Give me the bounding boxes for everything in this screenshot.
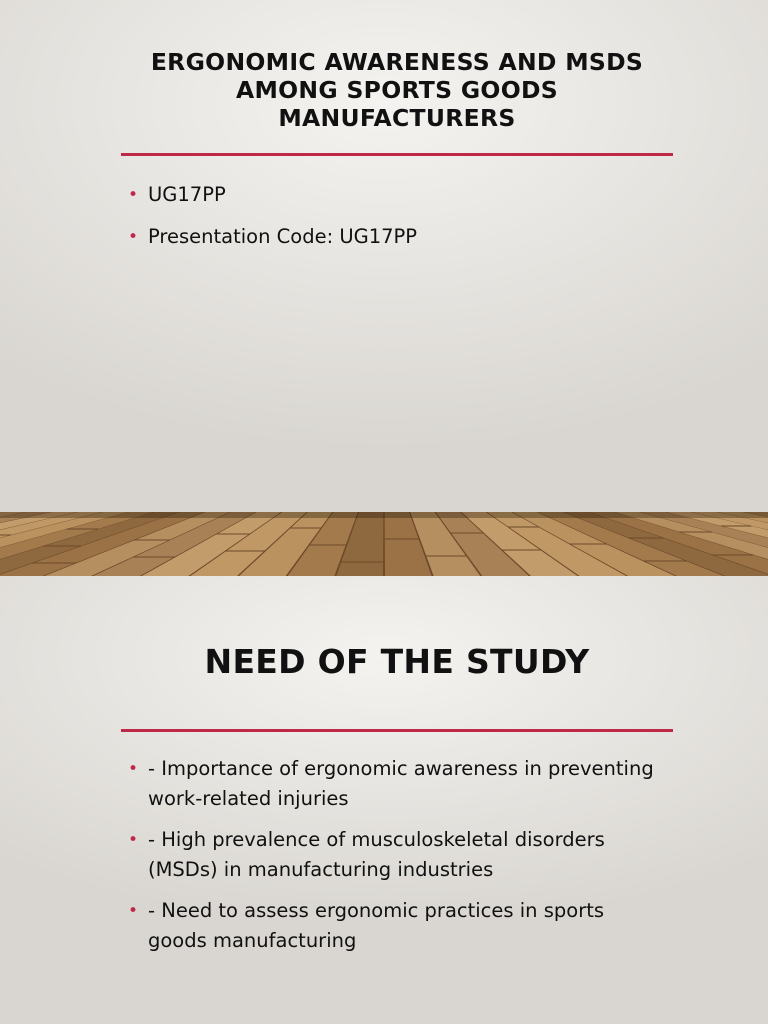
bullet-list [128,180,668,264]
wood-floor-image [0,512,768,576]
bullet-dot-icon: • [128,759,139,779]
bullet-dot-icon: • [128,830,139,850]
slide-title-heading: NEED OF THE STUDY [204,642,590,681]
title-divider [121,729,673,732]
list-item [128,222,668,252]
list-item [128,825,668,885]
list-item [128,896,668,956]
bullet-text: - High prevalence of musculoskeletal disorders (MSDs) in manufacturing industries [148,828,605,881]
bullet-text: UG17PP [148,183,226,206]
bullet-text: - Importance of ergonomic awareness in preventing work-related injuries [148,757,654,810]
title-divider [121,153,673,156]
bullet-text: Presentation Code: UG17PP [148,225,418,248]
bullet-dot-icon: • [128,185,139,205]
bullet-list [128,754,668,967]
bullet-dot-icon: • [128,901,139,921]
bullet-text: - Need to assess ergonomic practices in sports goods manufacturing [148,899,605,952]
slide-need-of-study [0,576,768,1024]
list-item [128,180,668,210]
bullet-dot-icon: • [128,227,139,247]
slide-title-heading: ERGONOMIC AWARENESS AND MSDS AMONG SPORTS GOODS MANUFACTURERS [150,48,644,132]
list-item [128,754,668,814]
